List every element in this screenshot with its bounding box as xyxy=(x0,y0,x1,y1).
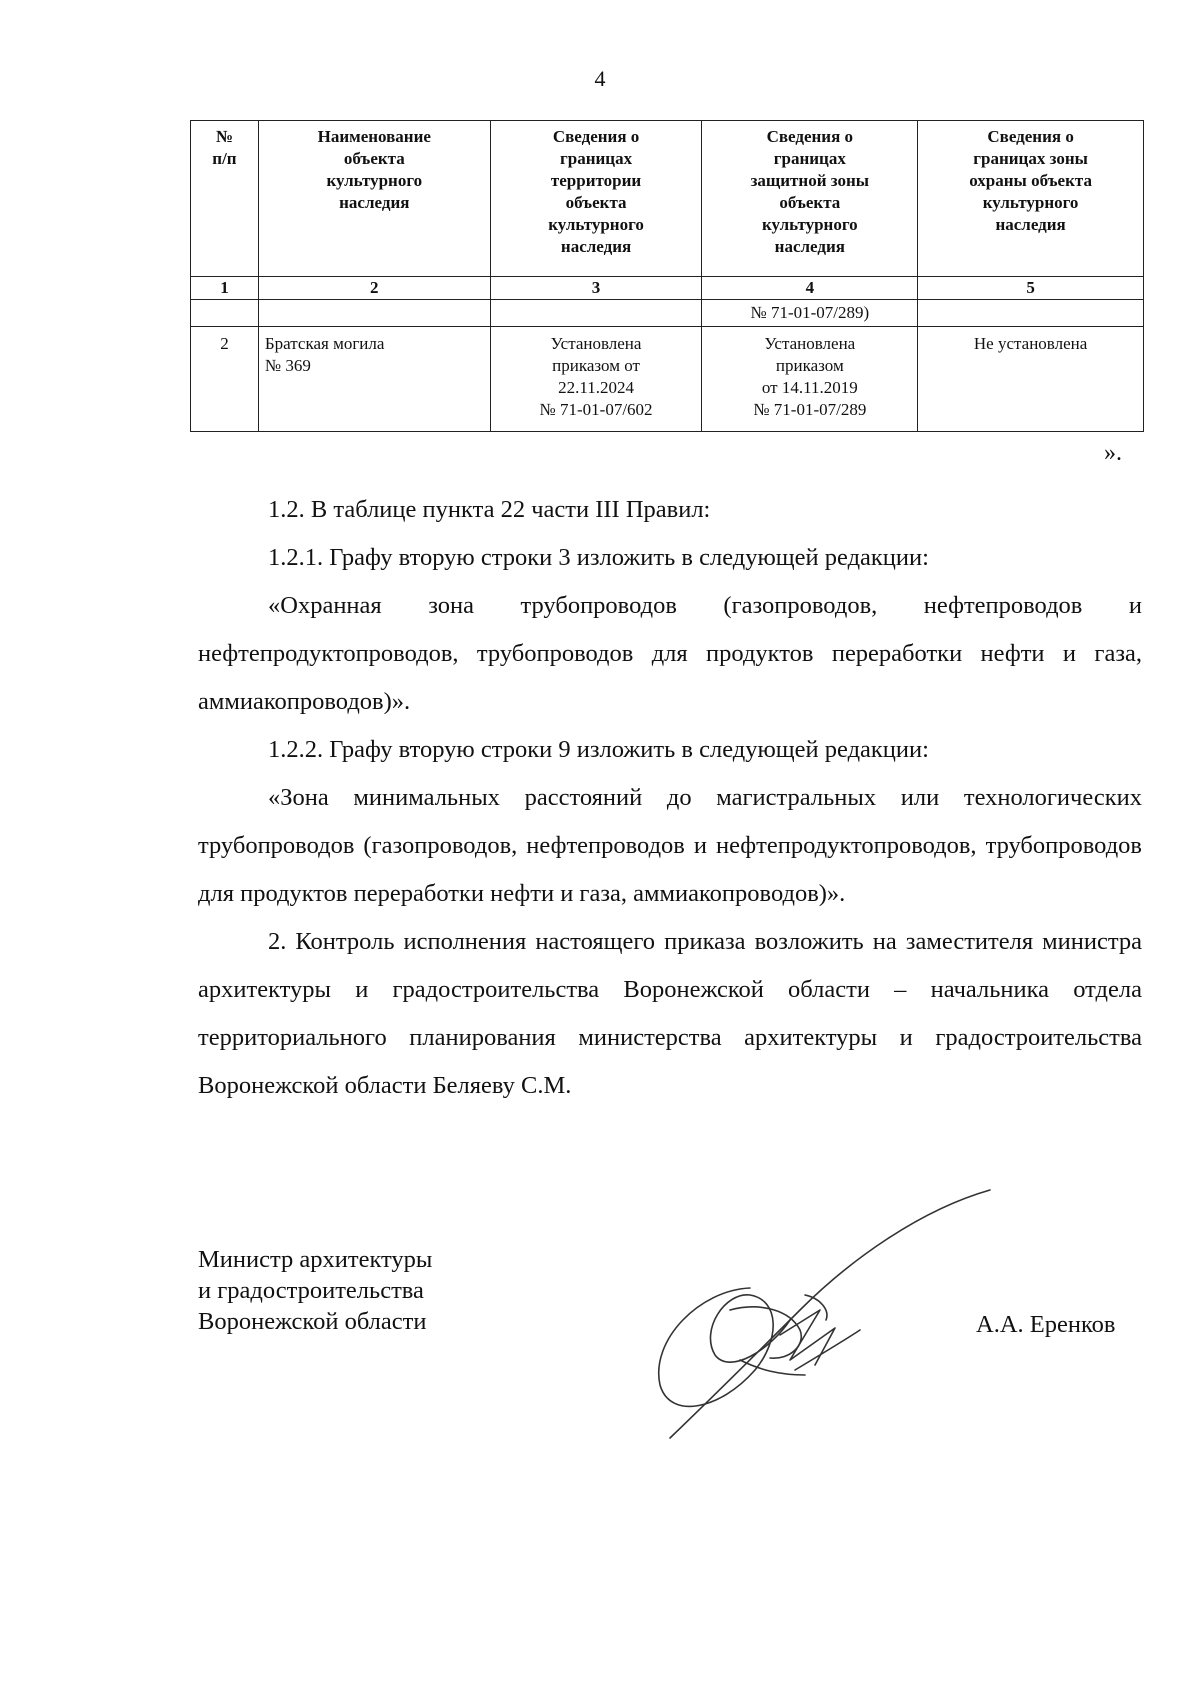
paragraph-2-control: 2. Контроль исполнения настоящего приказа возложить на заместителя министра архитектуры и градостроительства Воронежской области – начальника отдела территориального планирования министерства архитектуры и градостроительства Воронежской области Беляеву С.М. xyxy=(198,928,1142,1099)
header-territory-boundaries: Сведения о границах территории объекта культурного наследия xyxy=(490,121,702,277)
protective-zone-cell: Установлена приказом от 14.11.2019 № 71-01-07/289 xyxy=(702,327,918,432)
table-cell xyxy=(490,300,702,327)
table-cell xyxy=(191,300,259,327)
table-cell: № 71-01-07/289) xyxy=(702,300,918,327)
column-number: 1 xyxy=(191,277,259,300)
table-header-row xyxy=(191,121,1144,277)
paragraph-1-2-1-quote: «Охранная зона трубопроводов (газопроводов, нефтепроводов и нефтепродуктопроводов, трубопроводов для продуктов переработки нефти и газа, аммиакопроводов)». xyxy=(198,592,1142,715)
object-name-cell: Братская могила № 369 xyxy=(258,327,490,432)
signer-title-line: Министр архитектуры xyxy=(198,1246,433,1273)
paragraph-1-2-2: 1.2.2. Графу вторую строки 9 изложить в следующей редакции: xyxy=(268,736,929,763)
signer-title-line: Воронежской области xyxy=(198,1308,427,1335)
signer-name: А.А. Еренков xyxy=(976,1311,1116,1338)
header-number: № п/п xyxy=(191,121,259,277)
paragraph-1-2-2-quote: «Зона минимальных расстояний до магистральных или технологических трубопроводов (газопроводов, нефтепроводов и нефтепродуктопроводов, трубопроводов для продуктов переработки нефти и газа, аммиакопроводов)». xyxy=(198,784,1142,907)
closing-quote: ». xyxy=(1104,440,1122,466)
column-number: 5 xyxy=(918,277,1144,300)
paragraph-1-2: 1.2. В таблице пункта 22 части III Правил: xyxy=(268,496,711,523)
order-body-text xyxy=(198,486,1142,1110)
table-cell xyxy=(918,300,1144,327)
protection-zone-cell: Не установлена xyxy=(918,327,1144,432)
column-number: 2 xyxy=(258,277,490,300)
paragraph-1-2-1: 1.2.1. Графу вторую строки 3 изложить в следующей редакции: xyxy=(268,544,929,571)
column-number: 4 xyxy=(702,277,918,300)
signer-title xyxy=(198,1244,432,1337)
handwritten-signature xyxy=(630,1170,1010,1450)
column-number: 3 xyxy=(490,277,702,300)
header-protection-zone-boundaries: Сведения о границах зоны охраны объекта культурного наследия xyxy=(918,121,1144,277)
row-number-cell: 2 xyxy=(191,327,259,432)
heritage-objects-table xyxy=(190,120,1144,432)
continuation-row xyxy=(191,300,1144,327)
page-number: 4 xyxy=(594,66,606,91)
header-object-name: Наименование объекта культурного наследия xyxy=(258,121,490,277)
territory-boundaries-cell: Установлена приказом от 22.11.2024 № 71-01-07/602 xyxy=(490,327,702,432)
signer-title-line: и градостроительства xyxy=(198,1277,424,1304)
table-cell xyxy=(258,300,490,327)
header-protective-zone-boundaries: Сведения о границах защитной зоны объекта культурного наследия xyxy=(702,121,918,277)
table-row xyxy=(191,327,1144,432)
column-numbers-row xyxy=(191,277,1144,300)
